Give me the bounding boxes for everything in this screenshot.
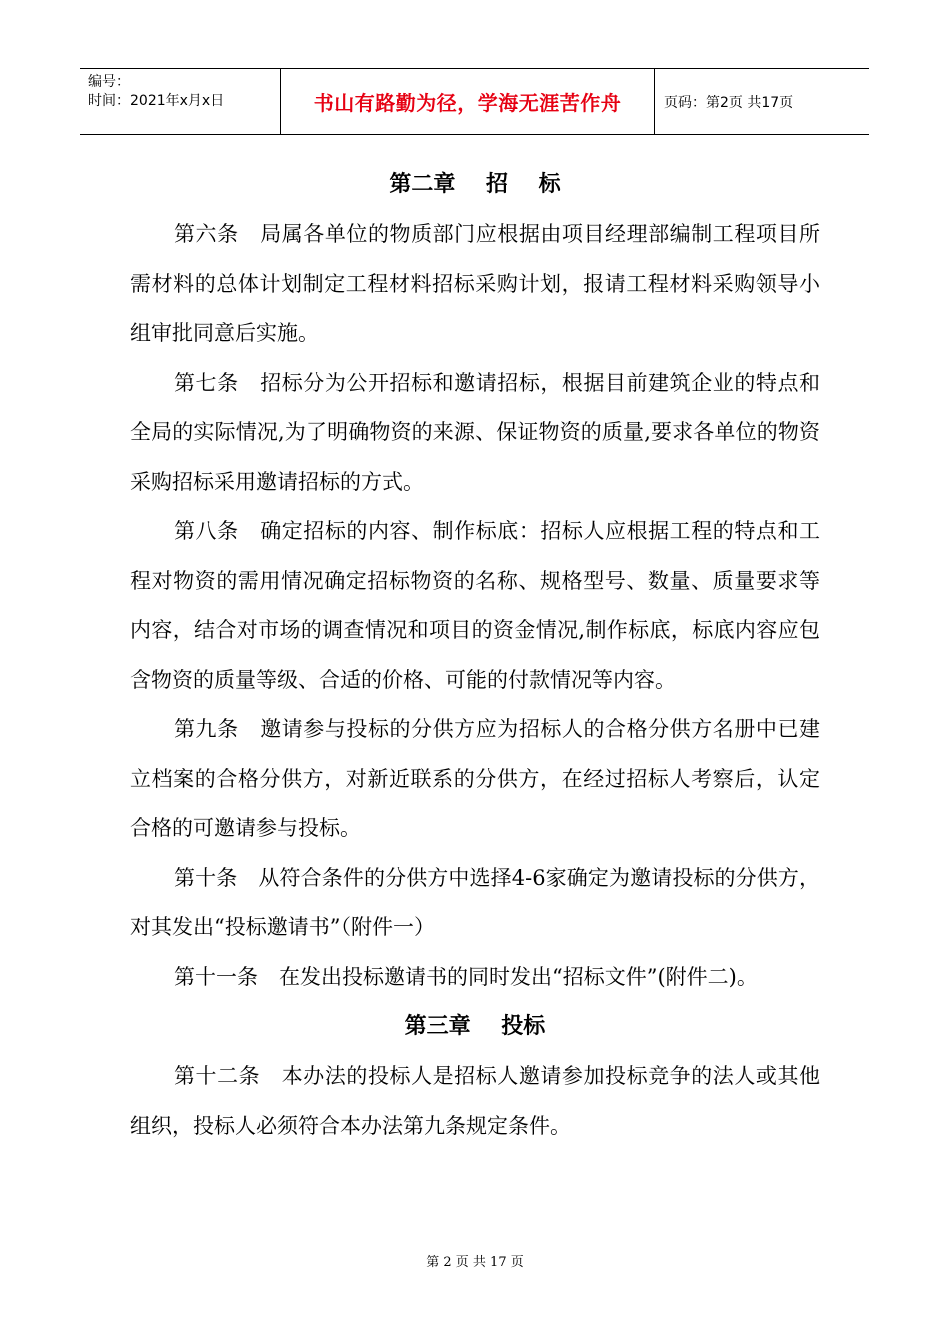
page-header bbox=[80, 68, 869, 135]
chapter-title: 第三章 投标 bbox=[404, 1014, 546, 1039]
article-paragraph: 第九条 邀请参与投标的分供方应为招标人的合格分供方名册中已建立档案的合格分供方，对新近联系的分供方，在经过招标人考察后，认定合格的可邀请参与投标。 bbox=[130, 717, 820, 840]
chapter-title: 第二章 招 标 bbox=[389, 172, 561, 197]
article-paragraph: 第十一条 在发出投标邀请书的同时发出“招标文件”(附件二)。 bbox=[174, 964, 758, 989]
page-footer: 第 2 页 共 17 页 bbox=[426, 1255, 524, 1270]
article-paragraph: 第十二条 本办法的投标人是招标人邀请参加投标竞争的法人或其他组织，投标人必须符合本办法第九条规定条件。 bbox=[130, 1064, 820, 1138]
article-paragraph: 第十条 从符合条件的分供方中选择4-6家确定为邀请投标的分供方，对其发出“投标邀请书”（附件一） bbox=[130, 865, 820, 939]
article-paragraph: 第七条 招标分为公开招标和邀请招标，根据目前建筑企业的特点和全局的实际情况,为了明确物资的来源、保证物资的质量,要求各单位的物资采购招标采用邀请招标的方式。 bbox=[130, 370, 820, 494]
header-meta-cell bbox=[80, 69, 281, 134]
article-paragraph: 第八条 确定招标的内容、制作标底：招标人应根据工程的特点和工程对物资的需用情况确定招标物资的名称、规格型号、数量、质量要求等内容，结合对市场的调查情况和项目的资金情况,制作标底，标底内容应包含物资的质量等级、合适的价格、可能的付款情况等内容。 bbox=[130, 519, 820, 692]
document-number-label: 编号： bbox=[88, 74, 130, 90]
header-page-info: 页码：第2页 共17页 bbox=[664, 94, 794, 111]
header-motto: 书山有路勤为径，学海无涯苦作舟 bbox=[281, 69, 655, 134]
document-time-label: 时间：2021年x月x日 bbox=[88, 93, 225, 109]
article-paragraph: 第六条 局属各单位的物质部门应根据由项目经理部编制工程项目所需材料的总体计划制定工程材料招标采购计划，报请工程材料采购领导小组审批同意后实施。 bbox=[130, 222, 820, 345]
document-body bbox=[130, 160, 820, 1151]
